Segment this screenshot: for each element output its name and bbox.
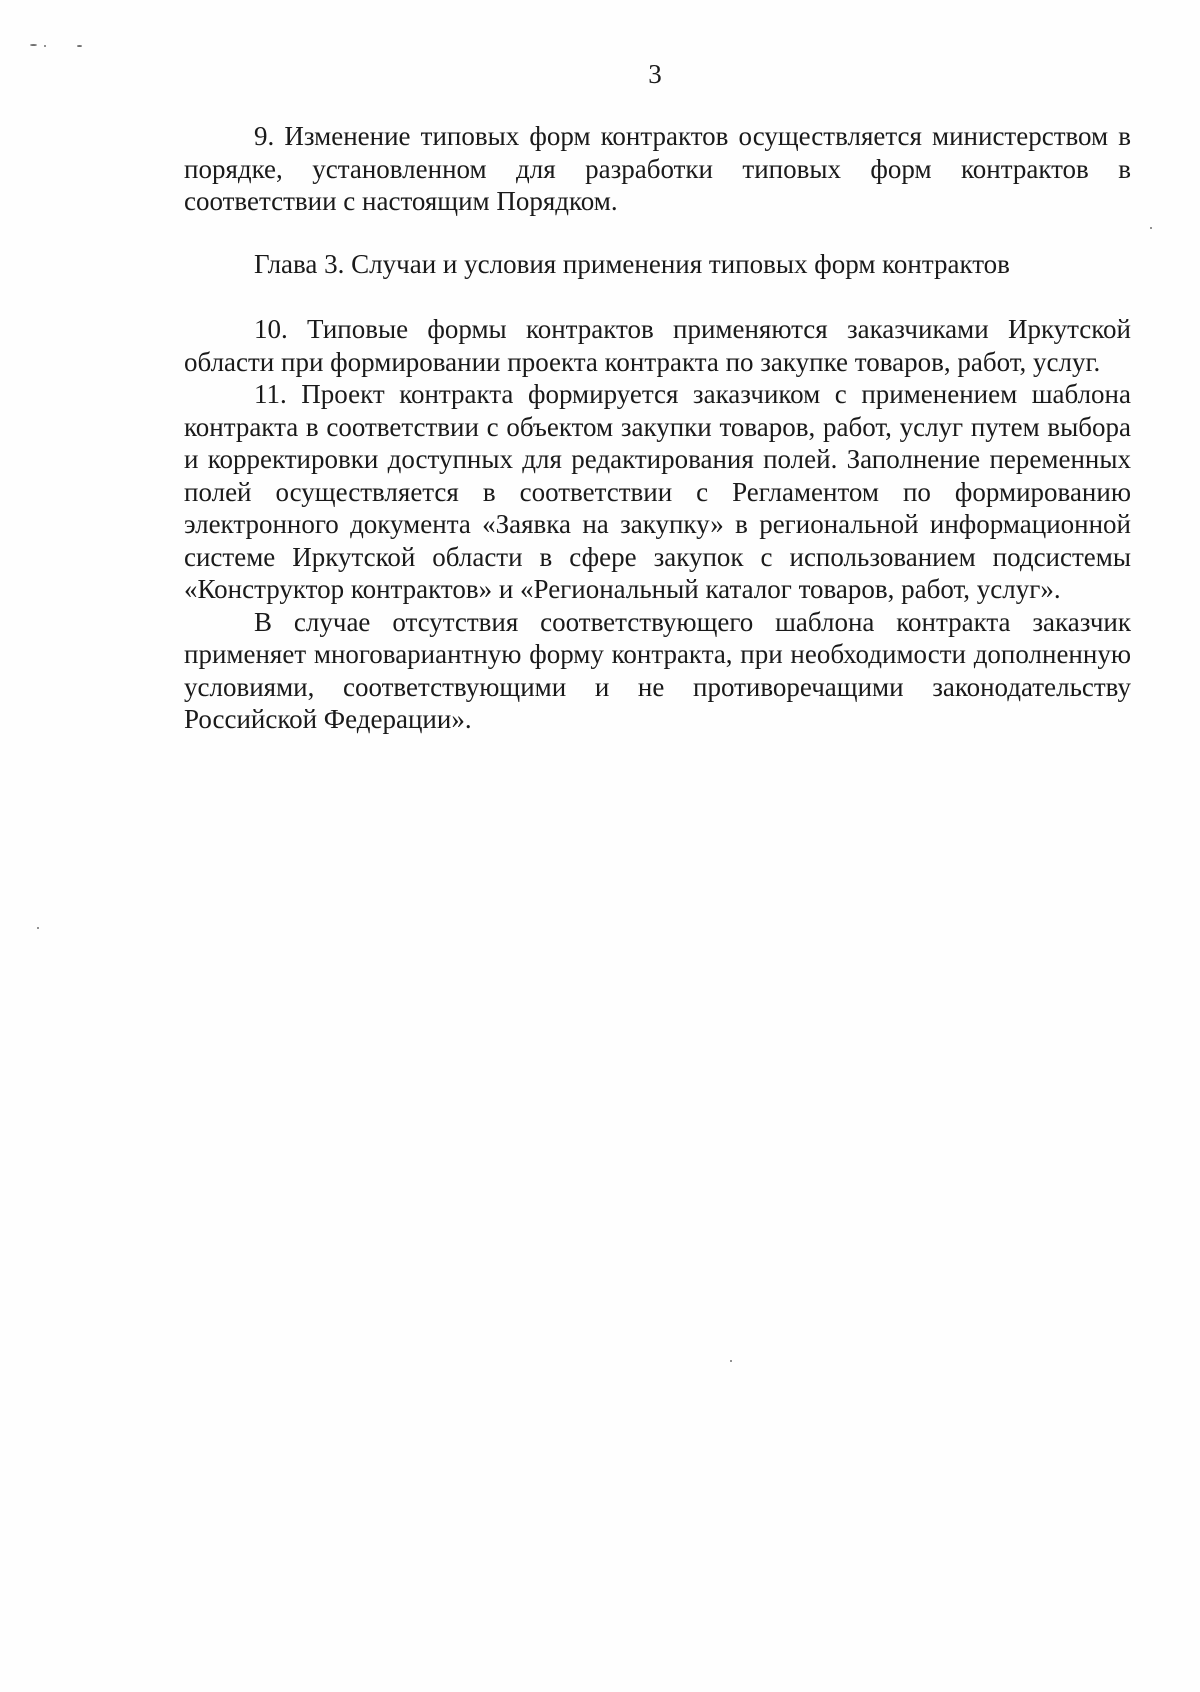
page-number: 3 <box>648 59 662 89</box>
scan-speck <box>77 45 82 47</box>
paragraph-11: 11. Проект контракта формируется заказчиком с применением шаблона контракта в соответствии с объектом закупки товаров, работ, услуг путем выбора и корректировки доступных для редактирования полей. Заполнение переменных полей осуществляется в соответствии с Регламентом по формированию электронного документа «Заявка на закупку» в региональной информационной системе Иркутской области в сфере закупок с использованием подсистемы «Конструктор контрактов» и «Региональный каталог товаров, работ, услуг». <box>184 379 1131 604</box>
paragraph-9: 9. Изменение типовых форм контрактов осуществляется министерством в порядке, установленном для разработки типовых форм контрактов в соответствии с настоящим Порядком. <box>184 121 1131 216</box>
scan-speck <box>44 45 46 47</box>
scan-speck <box>730 1360 732 1362</box>
scan-speck <box>1150 227 1152 229</box>
paragraph-10: 10. Типовые формы контрактов применяются заказчиками Иркутской области при формировании проекта контракта по закупке товаров, работ, услуг. <box>184 314 1131 377</box>
paragraph-11-continuation: В случае отсутствия соответствующего шаблона контракта заказчик применяет многовариантную форму контракта, при необходимости дополненную условиями, соответствующими и не противоречащими законодательству Российской Федерации». <box>184 606 1131 734</box>
chapter-3-body <box>184 313 1131 736</box>
scan-speck <box>30 44 37 46</box>
chapter-heading: Глава 3. Случаи и условия применения типовых форм контрактов <box>254 249 1010 279</box>
scan-speck <box>37 927 39 929</box>
paragraph-9-block <box>184 120 1131 218</box>
